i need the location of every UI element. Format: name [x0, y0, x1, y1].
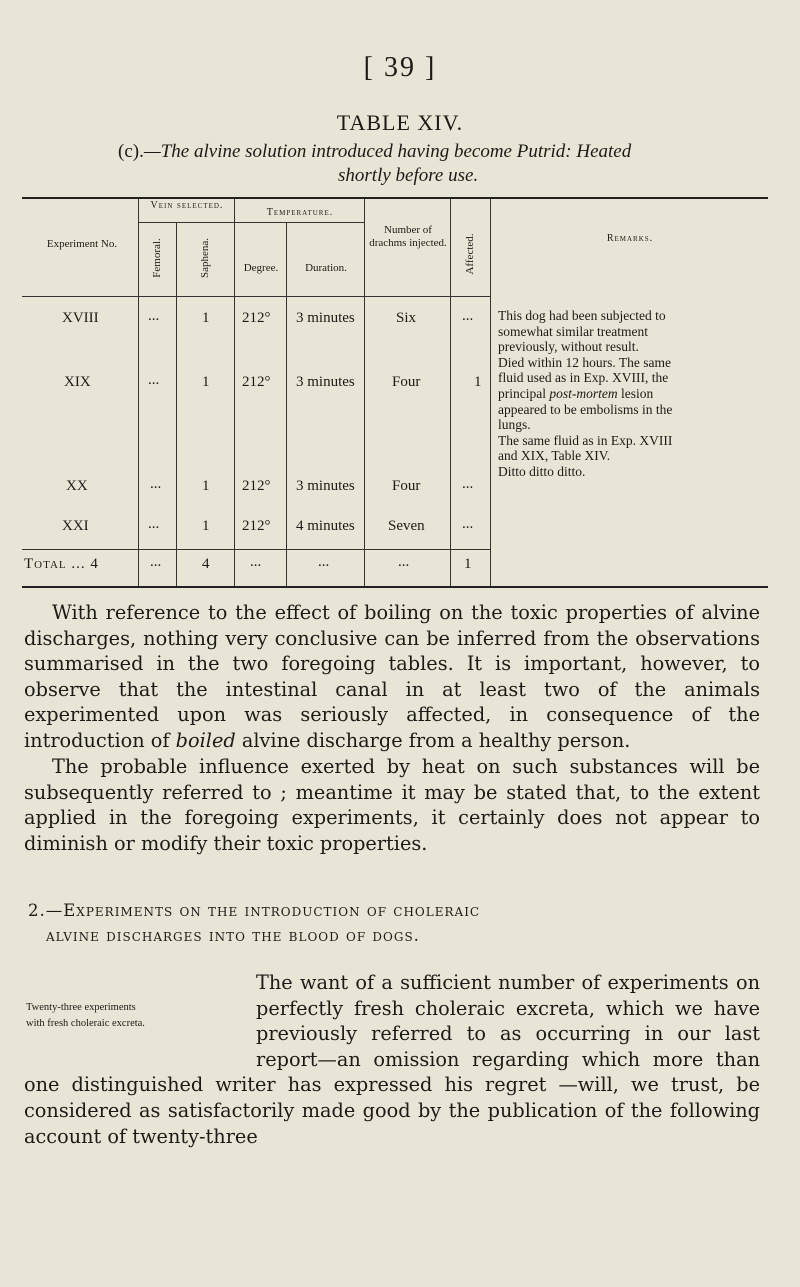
row-21-degree: 212°	[242, 518, 271, 534]
para3-text: The want of a sufficient number of experiments on perfectly fresh choleraic excreta, which we have previously referred to as occurring in our last report—an omission regarding which more than one distinguished writer has expressed his regret —will, we trust, be considered as satisfactorily made good by the publication of the following account of twenty-three	[24, 971, 760, 1148]
remark-19-b: lesion appeared to be embolisms in the lungs.	[498, 385, 673, 433]
total-saphena: 4	[202, 556, 210, 572]
total-drachms: ...	[398, 554, 410, 570]
remark-21: Ditto ditto ditto.	[498, 463, 586, 479]
row-18-femoral: ...	[148, 308, 160, 324]
total-femoral: ...	[150, 554, 162, 570]
row-18-drachms: Six	[396, 310, 417, 326]
header-drachms: Number of drachms injected.	[369, 224, 447, 249]
para1-em: boiled	[175, 728, 236, 752]
remarks-column	[498, 308, 686, 480]
para2-text: The probable influence exerted by heat on such substances will be subsequently referred to ; meantime it may be stated that, to the extent applied in the foregoing experiments, it certainly does not appear to diminish or modify their toxic properties.	[24, 755, 760, 855]
col-divider-2	[176, 222, 177, 586]
remark-18: This dog had been subjected to somewhat similar treatment previously, without result.	[498, 308, 666, 355]
row-20-exp: XX	[66, 478, 88, 494]
total-top-rule	[22, 549, 490, 550]
header-affected: Affected.	[464, 233, 476, 275]
row-18-exp: XVIII	[62, 310, 99, 326]
header-duration: Duration.	[305, 262, 347, 274]
row-19-saphena: 1	[202, 374, 210, 390]
header-femoral: Femoral.	[151, 238, 163, 278]
row-21-femoral: ...	[148, 516, 160, 532]
row-18-saphena: 1	[202, 310, 210, 326]
caption-line1: —The alvine solution introduced having become Putrid: Heated	[143, 141, 632, 162]
side-note-line2: with fresh choleraic excreta.	[26, 1018, 145, 1029]
header-bottom-rule	[22, 296, 490, 297]
remark-19-a: Died within 12 hours. The same fluid used as in Exp. XVIII, the principal	[498, 354, 671, 401]
row-20-affected: ...	[462, 476, 474, 492]
row-21-exp: XXI	[62, 518, 89, 534]
paragraph-1	[24, 600, 760, 754]
row-20-degree: 212°	[242, 478, 271, 494]
row-21-drachms: Seven	[388, 518, 425, 534]
remark-19-em: post-mortem	[549, 385, 618, 401]
header-remarks: Remarks.	[606, 233, 654, 244]
col-divider-1	[138, 199, 139, 586]
section-heading	[24, 898, 764, 948]
col-divider-3	[234, 199, 235, 586]
total-duration: ...	[318, 554, 330, 570]
row-19-degree: 212°	[242, 374, 271, 390]
row-20-saphena: 1	[202, 478, 210, 494]
table-bottom-rule	[22, 586, 768, 588]
remark-19	[498, 355, 686, 433]
col-divider-4	[286, 222, 287, 586]
para1-end: alvine discharge from a healthy person.	[235, 728, 631, 752]
row-18-affected: ...	[462, 308, 474, 324]
remark-20: The same fluid as in Exp. XVIII and XIX, Table XIV.	[498, 432, 673, 464]
row-19-femoral: ...	[148, 372, 160, 388]
side-note-line1: Twenty-three experiments	[26, 1002, 136, 1013]
table-top-rule	[22, 197, 768, 199]
header-saphena: Saphena.	[199, 238, 211, 279]
row-20-femoral: ...	[150, 476, 162, 492]
header-vein-selected: Vein selected.	[150, 200, 224, 211]
header-temperature: Temperature.	[266, 207, 334, 218]
row-18-duration: 3 minutes	[296, 310, 355, 326]
row-19-exp: XIX	[64, 374, 91, 390]
page-number: [ 39 ]	[363, 52, 437, 83]
caption-line2: shortly before use.	[338, 165, 479, 186]
row-20-duration: 3 minutes	[296, 478, 355, 494]
paragraph-3	[24, 970, 760, 1149]
col-divider-7	[490, 199, 491, 586]
row-19-drachms: Four	[392, 374, 421, 390]
section-title-line2: alvine discharges into the blood of dogs.	[46, 926, 420, 945]
row-19-affected: 1	[474, 374, 482, 390]
header-degree: Degree.	[243, 262, 279, 274]
temp-header-rule	[234, 222, 364, 223]
para1-text: With reference to the effect of boiling on the toxic properties of alvine discharges, nothing very conclusive can be inferred from the observations summarised in the two foregoing tables. It is important, however, to observe that the intestinal canal in at least two of the animals experimented upon was seriously affected, in consequence of the introduction of	[24, 601, 760, 752]
caption-label: (c).	[118, 141, 144, 162]
table-title: TABLE XIV.	[336, 110, 464, 135]
row-20-drachms: Four	[392, 478, 421, 494]
header-experiment: Experiment No.	[46, 238, 118, 250]
total-affected: 1	[464, 556, 472, 572]
total-degree: ...	[250, 554, 262, 570]
row-21-saphena: 1	[202, 518, 210, 534]
col-divider-6	[450, 199, 451, 586]
col-divider-5	[364, 199, 365, 586]
row-18-degree: 212°	[242, 310, 271, 326]
total-label: Total ... 4	[24, 556, 99, 572]
section-title-line1: 2.—Experiments on the introduction of choleraic	[28, 901, 481, 920]
paragraph-2	[24, 754, 760, 856]
vein-header-rule	[138, 222, 234, 223]
table-caption	[118, 140, 758, 188]
row-21-affected: ...	[462, 516, 474, 532]
row-21-duration: 4 minutes	[296, 518, 355, 534]
row-19-duration: 3 minutes	[296, 374, 355, 390]
